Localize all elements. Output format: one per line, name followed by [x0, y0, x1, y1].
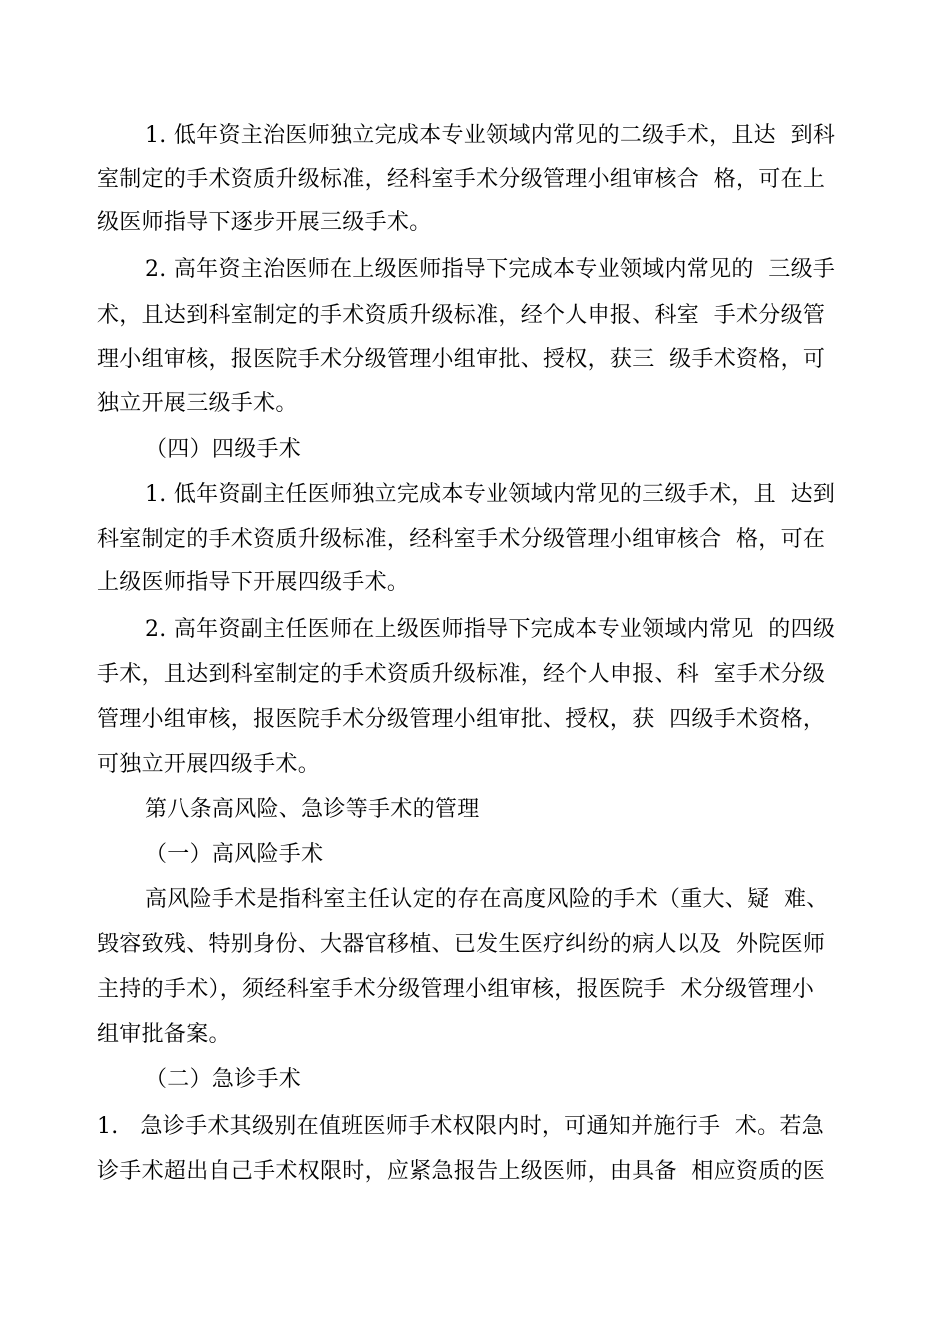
paragraph-line: 级医师指导下逐步开展三级手术。	[97, 210, 432, 235]
section-heading: （四）四级手术	[145, 437, 302, 462]
section-heading: （一）高风险手术	[145, 842, 324, 867]
paragraph-line: 2. 高年资主治医师在上级医师指导下完成本专业领域内常见的 三级手	[145, 257, 836, 282]
paragraph-line: 手术，且达到科室制定的手术资质升级标准，经个人申报、科 室手术分级	[97, 662, 826, 687]
paragraph-line: 2. 高年资副主任医师在上级医师指导下完成本专业领域内常见 的四级	[145, 617, 836, 642]
paragraph-line: 高风险手术是指科室主任认定的存在高度风险的手术（重大、疑 难、	[145, 887, 829, 912]
section-heading: （二）急诊手术	[145, 1067, 302, 1092]
paragraph-line: 1. 低年资副主任医师独立完成本专业领域内常见的三级手术，且 达到	[145, 482, 836, 507]
paragraph-line: 理小组审核，报医院手术分级管理小组审批、授权，获三 级手术资格，可	[97, 347, 826, 372]
paragraph-line: 独立开展三级手术。	[97, 391, 298, 416]
paragraph-line: 诊手术超出自己手术权限时，应紧急报告上级医师，由具备 相应资质的医	[97, 1159, 826, 1184]
paragraph-line: 1. 急诊手术其级别在值班医师手术权限内时，可通知并施行手 术。若急	[97, 1114, 825, 1139]
paragraph-line: 组审批备案。	[97, 1022, 231, 1047]
article-heading: 第八条高风险、急诊等手术的管理	[145, 797, 480, 822]
paragraph-line: 上级医师指导下开展四级手术。	[97, 570, 410, 595]
paragraph-line: 1. 低年资主治医师独立完成本专业领域内常见的二级手术，且达 到科	[145, 123, 836, 148]
paragraph-line: 室制定的手术资质升级标准，经科室手术分级管理小组审核合 格，可在上	[97, 167, 826, 192]
paragraph-line: 术，且达到科室制定的手术资质升级标准，经个人申报、科室 手术分级管	[97, 303, 826, 328]
paragraph-line: 主持的手术），须经科室手术分级管理小组审核，报医院手 术分级管理小	[97, 977, 815, 1002]
paragraph-line: 可独立开展四级手术。	[97, 752, 321, 777]
paragraph-line: 科室制定的手术资质升级标准，经科室手术分级管理小组审核合 格，可在	[97, 527, 826, 552]
paragraph-line: 管理小组审核，报医院手术分级管理小组审批、授权，获 四级手术资格，	[97, 707, 826, 732]
paragraph-line: 毁容致残、特别身份、大器官移植、已发生医疗纠纷的病人以及 外院医师	[97, 932, 826, 957]
